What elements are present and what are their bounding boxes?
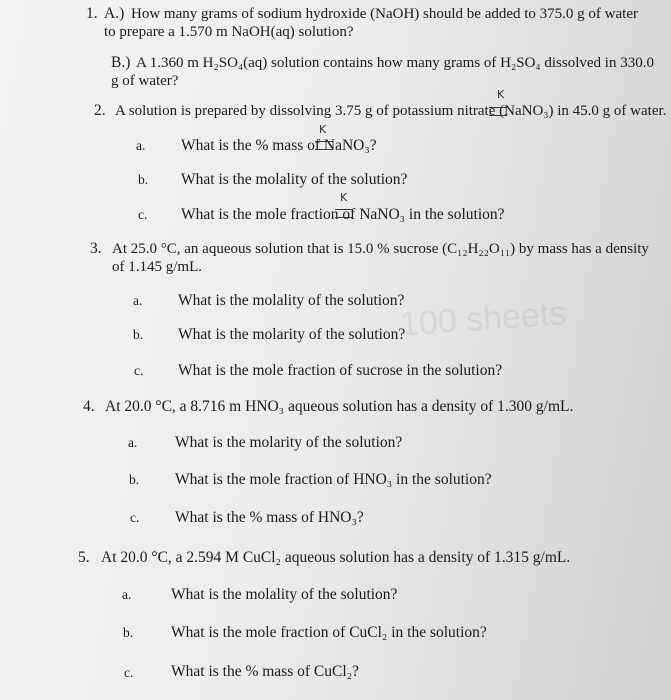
q3-sub-c-label: c.	[134, 363, 144, 378]
q1-part-b-label: B.)	[111, 54, 131, 71]
q4-sub-a-text: What is the molarity of the solution?	[175, 434, 403, 451]
q5-sub-b-text: What is the mole fraction of CuCl₂ in the solution?	[171, 624, 487, 641]
handwritten-k-note: K	[340, 191, 348, 204]
q4-sub-b-label: b.	[129, 472, 140, 487]
q2-sub-a-text: What is the % mass of NaNO₃?	[181, 137, 377, 154]
question-1-number: 1.	[86, 5, 98, 22]
handwritten-k-note: K	[497, 88, 505, 101]
q1-part-b-line-2: g of water?	[111, 73, 179, 89]
q4-stem: At 20.0 °C, a 8.716 m HNO₃ aqueous solution has a density of 1.300 g/mL.	[105, 398, 574, 415]
question-4-number: 4.	[83, 398, 95, 415]
q1-part-a-line-2: to prepare a 1.570 m NaOH(aq) solution?	[104, 24, 354, 40]
q3-stem-line-1: At 25.0 °C, an aqueous solution that is 15.0 % sucrose (C₁₂H₂₂O₁₁) by mass has a density	[112, 241, 649, 257]
question-2-number: 2.	[94, 102, 106, 119]
question-5-number: 5.	[78, 549, 90, 566]
q5-sub-b-label: b.	[123, 625, 134, 640]
q4-sub-c-text: What is the % mass of HNO₃?	[175, 509, 364, 526]
handwritten-k-note: K	[319, 123, 327, 136]
q3-sub-a-text: What is the molality of the solution?	[178, 292, 405, 309]
q3-stem-line-2: of 1.145 g/mL.	[112, 259, 202, 275]
q4-sub-c-label: c.	[130, 510, 140, 525]
q2-sub-c-label: c.	[138, 207, 148, 222]
q5-sub-c-text: What is the % mass of CuCl₂?	[171, 663, 359, 680]
q3-sub-b-label: b.	[133, 327, 144, 342]
q5-sub-c-label: c.	[124, 665, 134, 680]
strikethrough-mark	[335, 209, 353, 218]
q2-sub-b-text: What is the molality of the solution?	[181, 171, 408, 188]
watermark: 100 sheets	[398, 294, 568, 344]
q1-part-b-line-1: A 1.360 m H₂SO₄(aq) solution contains how many grams of H₂SO₄ dissolved in 330.0	[136, 55, 654, 71]
q4-sub-a-label: a.	[128, 435, 138, 450]
q3-sub-a-label: a.	[133, 293, 143, 308]
q3-sub-b-text: What is the molarity of the solution?	[178, 326, 406, 343]
q5-stem: At 20.0 °C, a 2.594 M CuCl₂ aqueous solution has a density of 1.315 g/mL.	[101, 549, 571, 566]
strikethrough-mark	[489, 107, 507, 116]
strikethrough-mark	[315, 141, 333, 150]
q5-sub-a-text: What is the molality of the solution?	[171, 586, 398, 603]
q3-sub-c-text: What is the mole fraction of sucrose in the solution?	[178, 362, 503, 379]
q2-sub-b-label: b.	[138, 172, 149, 187]
q1-part-a-line-1: How many grams of sodium hydroxide (NaOH) should be added to 375.0 g of water	[131, 6, 638, 22]
q4-sub-b-text: What is the mole fraction of HNO₃ in the solution?	[175, 471, 492, 488]
q2-sub-a-label: a.	[136, 138, 146, 153]
q5-sub-a-label: a.	[122, 587, 132, 602]
q2-stem: A solution is prepared by dissolving 3.75 g of potassium nitrate (NaNO₃) in 45.0 g of water.	[115, 103, 667, 119]
q1-part-a-label: A.)	[104, 5, 125, 22]
question-3-number: 3.	[90, 240, 102, 257]
q2-sub-c-text: What is the mole fraction of NaNO₃ in the solution?	[181, 206, 505, 223]
